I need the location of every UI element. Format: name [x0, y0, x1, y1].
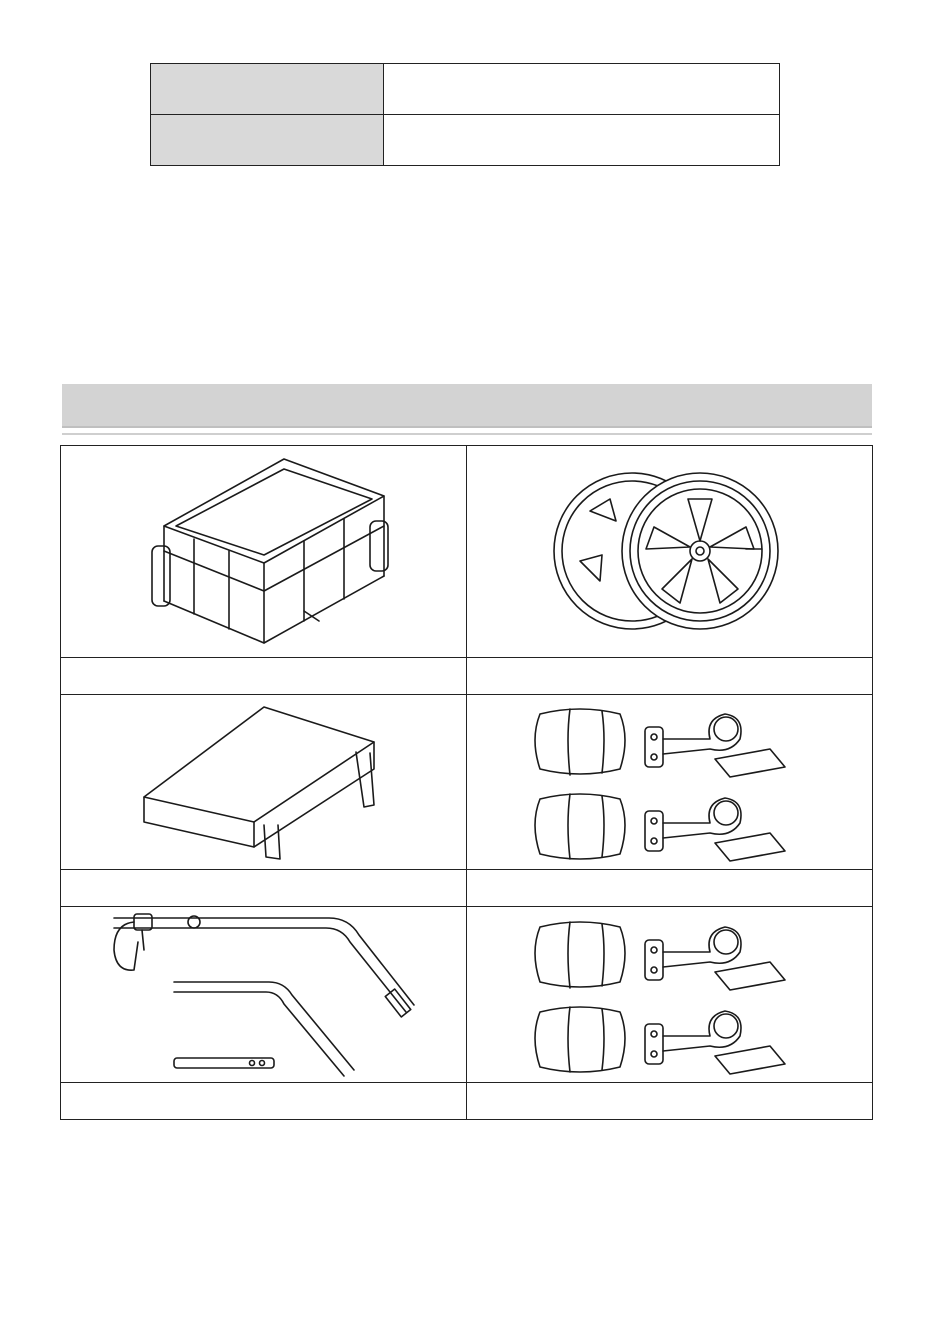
spec-row [151, 115, 780, 166]
part-cell [61, 694, 467, 869]
handlebar-frame-icon [94, 910, 434, 1078]
part-cell [467, 907, 873, 1082]
spec-key [151, 64, 384, 115]
part-cell [61, 446, 467, 658]
parts-image-row [61, 446, 873, 658]
part-cell [467, 446, 873, 658]
spec-key [151, 115, 384, 166]
parts-table [60, 445, 873, 1120]
part-label [61, 657, 467, 694]
part-label [61, 1082, 467, 1120]
part-label [61, 870, 467, 907]
section-header [62, 384, 872, 428]
spec-row [151, 64, 780, 115]
parts-label-row [61, 657, 873, 694]
parts-image-row [61, 694, 873, 869]
parts-image-row [61, 907, 873, 1082]
section-divider [62, 433, 872, 435]
part-cell [467, 694, 873, 869]
part-label [467, 870, 873, 907]
parts-label-row [61, 870, 873, 907]
reflector-clamp-icon [530, 699, 810, 864]
cushion-icon [134, 697, 394, 867]
spec-value [384, 115, 780, 166]
reflector-clamp-icon [530, 912, 810, 1077]
storage-box-icon [134, 451, 394, 651]
parts-label-row [61, 1082, 873, 1120]
spec-value [384, 64, 780, 115]
wheels-icon [550, 451, 790, 651]
spec-table [150, 63, 780, 166]
part-cell [61, 907, 467, 1082]
part-label [467, 1082, 873, 1120]
part-label [467, 657, 873, 694]
